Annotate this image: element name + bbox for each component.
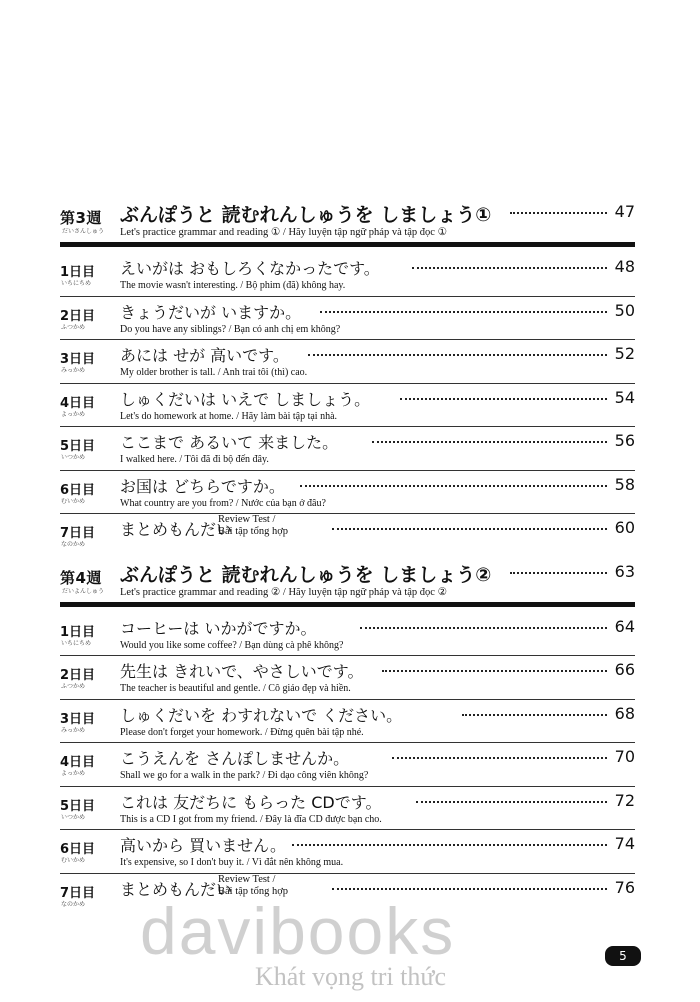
toc-entry[interactable] [60,427,635,471]
day-label: 4日目 [60,755,96,770]
review-en: Review Test / [218,873,276,885]
day-label: 1日目 [60,265,96,280]
week-header[interactable] [60,558,635,602]
entry-title: あには せが 高いです。 [120,346,289,365]
entry-subtitle: Let's do homework at home. / Hãy làm bài tập tại nhà. [120,410,338,422]
page-number: 56 [614,431,635,450]
page-number: 50 [614,300,635,320]
week-label: 第4週 [60,568,102,587]
day-label: 5日目 [60,439,96,454]
section-divider [60,602,635,607]
page-number: 64 [614,616,635,636]
week-subtitle: Let's practice grammar and reading ① / Hãy luyện tập ngữ pháp và tập đọc ① [120,227,448,238]
entry-subtitle: Do you have any siblings? / Bạn có anh chị em không? [120,323,341,335]
entry-title: 高いから 買いません。 [120,836,287,855]
week-label: 第3週 [60,209,102,227]
page-number: 72 [614,790,635,810]
review-text [218,514,288,538]
review-vi: Bài tập tổng hợp [218,526,289,537]
week-header[interactable] [60,198,635,242]
dot-leader [292,844,607,846]
dot-leader [416,801,607,803]
day-label: 6日目 [60,842,96,857]
entry-subtitle: It's expensive, so I don't buy it. / Vì đắt nên không mua. [120,857,344,868]
day-label: 7日目 [60,526,96,541]
toc-entry[interactable] [60,253,635,297]
page-number: 47 [614,202,635,221]
toc-entry[interactable] [60,340,635,384]
entry-title: コーヒーは いかがですか。 [120,618,317,638]
entry-title: きょうだいが いますか。 [120,302,302,322]
entry-subtitle: My older brother is tall. / Anh trai tôi (thì) cao. [120,367,308,378]
day-ruby: いつかめ [61,813,86,821]
entry-title: しゅくだいを わすれないで ください。 [120,705,403,725]
toc-entry[interactable] [60,297,635,341]
entry-title: これは 友だちに もらった CDです。 [120,792,382,812]
day-ruby: いつかめ [61,454,86,461]
dot-leader [300,485,607,487]
day-ruby: ふつかめ [61,683,86,690]
entry-subtitle: The movie wasn't interesting. / Bộ phim (đã) không hay. [120,280,346,291]
entry-subtitle: Would you like some coffee? / Bạn dùng cà phê không? [120,639,344,651]
dot-leader [332,528,607,530]
dot-leader [462,714,607,716]
week-title: ぶんぽうと 読むれんしゅうを しましょう① [120,204,492,226]
dot-leader [382,670,607,672]
day-label: 1日目 [60,624,96,640]
day-label: 4日目 [60,395,96,411]
dot-leader [320,311,607,313]
watermark-tagline: Khát vọng tri thức [255,962,447,991]
entry-subtitle: Shall we go for a walk in the park? / Đi dạo công viên không? [120,770,369,781]
day-label: 3日目 [60,711,96,727]
dot-leader [510,212,607,214]
day-ruby: むいかめ [61,857,86,864]
dot-leader [510,572,607,574]
day-ruby: みっかめ [61,367,86,374]
day-ruby: なのかめ [61,541,86,548]
entry-subtitle: The teacher is beautiful and gentle. / Cô giáo đẹp và hiền. [120,683,351,694]
day-ruby: むいかめ [61,497,86,505]
entry-title: まとめもんだい [120,520,233,539]
entry-title: こうえんを さんぽしませんか。 [120,749,350,768]
entry-title: 先生は きれいで、やさしいです。 [120,662,364,681]
page-number: 68 [614,703,635,723]
week-subtitle: Let's practice grammar and reading ② / Hãy luyện tập ngữ pháp và tập đọc ② [120,586,448,598]
watermark-brand: davibooks [140,894,456,968]
day-label: 7日目 [60,885,96,901]
dot-leader [372,441,607,443]
day-label: 2日目 [60,308,96,324]
entry-subtitle: Please don't forget your homework. / Đừng quên bài tập nhé. [120,726,364,738]
week-title: ぶんぽうと 読むれんしゅうを しましょう② [120,563,492,586]
day-ruby: みっかめ [61,726,86,734]
day-label: 6日目 [60,482,96,498]
review-en: Review Test / [218,514,276,525]
day-ruby: なのかめ [61,900,86,908]
day-label: 3日目 [60,352,96,367]
page-number: 52 [614,344,635,363]
dot-leader [412,267,607,269]
page-number: 66 [614,660,635,679]
entry-subtitle: What country are you from? / Nước của bạn ở đâu? [120,497,326,509]
review-vi: Bài tập tổng hợp [218,885,289,897]
day-label: 5日目 [60,798,96,814]
entry-title: ここまで あるいて 来ました。 [120,433,339,452]
entry-subtitle: I walked here. / Tôi đã đi bộ đến đây. [120,454,269,465]
page-number: 54 [614,387,635,407]
dot-leader [332,888,607,890]
toc-entry[interactable] [60,384,635,428]
page-number: 60 [614,518,635,537]
entry-subtitle: This is a CD I got from my friend. / Đây là đĩa CD được bạn cho. [120,813,382,825]
page-number: 48 [614,257,635,276]
toc-entry[interactable] [60,514,635,558]
page-badge: 5 [605,946,641,966]
page-number: 63 [614,561,635,581]
page-number: 58 [614,474,635,494]
toc-entry[interactable] [60,830,635,874]
day-label: 2日目 [60,668,96,683]
toc-entry[interactable] [60,743,635,787]
week-ruby: だいさんしゅう [62,228,105,235]
toc-entry[interactable] [60,613,635,657]
day-ruby: よっかめ [61,410,86,418]
toc-entry[interactable] [60,656,635,700]
toc-entry[interactable] [60,471,635,515]
dot-leader [400,398,607,400]
entry-title: まとめもんだい [120,879,233,899]
toc-entry[interactable] [60,787,635,831]
table-of-contents [60,198,635,917]
page-number: 74 [614,834,635,853]
day-ruby: ふつかめ [61,323,86,331]
toc-entry[interactable] [60,700,635,744]
entry-title: えいがは おもしろくなかったです。 [120,259,380,278]
entry-title: お国は どちらですか。 [120,476,285,496]
entry-title: しゅくだいは いえで しましょう。 [120,389,371,409]
page-number: 76 [614,877,635,897]
dot-leader [360,627,607,629]
dot-leader [392,757,607,759]
dot-leader [308,354,607,356]
page-number: 70 [614,747,635,766]
day-ruby: いちにちめ [61,280,92,287]
week-ruby: だいよんしゅう [62,587,105,595]
section-divider [60,242,635,247]
day-ruby: いちにちめ [61,639,92,647]
day-ruby: よっかめ [61,770,86,777]
